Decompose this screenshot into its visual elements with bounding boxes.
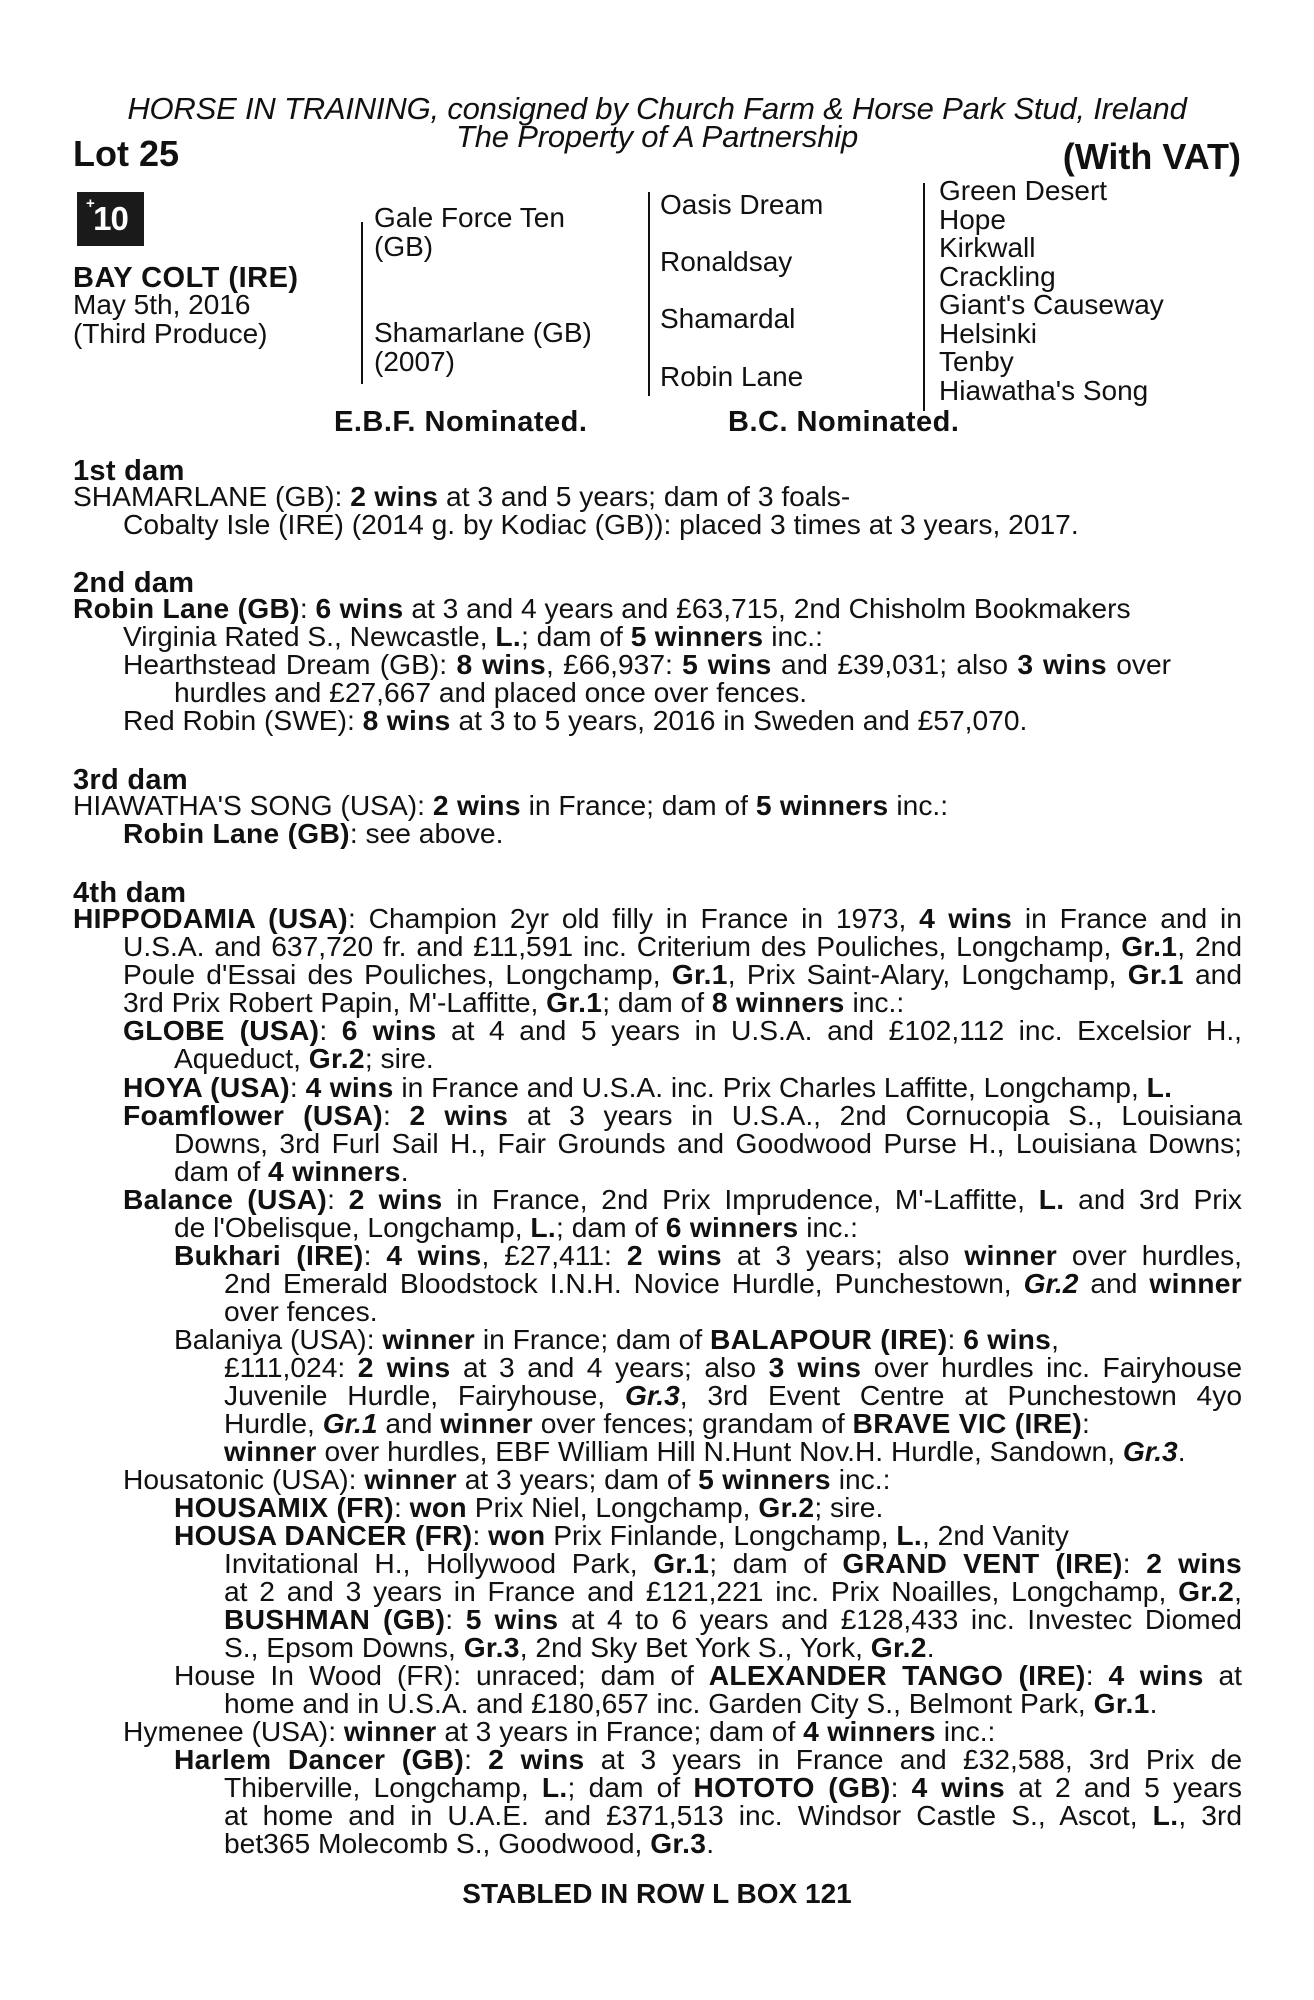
dam-line-text: Hearthstead Dream (GB): — [123, 648, 457, 680]
dam-line-text: Balaniya (USA): — [174, 1323, 383, 1355]
dam-line-text: Red Robin (SWE): — [123, 704, 363, 736]
dam-line-bold: L. — [495, 620, 522, 652]
dam-line-bold: 4 winners — [803, 1715, 936, 1747]
dam-line-text: : — [890, 1771, 912, 1803]
grandsire-4: Robin Lane — [660, 361, 804, 392]
dam-line-text: U.S.A. and 637,720 fr. and £11,591 inc. Criterium des Pouliches, Longchamp, — [123, 930, 1122, 962]
dam-line-bold: 3 wins — [1017, 648, 1107, 680]
dam-line — [123, 706, 1027, 735]
dam-line-text: , 2nd — [1177, 930, 1242, 962]
dam-line-text: dam of — [174, 1155, 269, 1187]
dam-line-bold: winner — [440, 1407, 533, 1439]
dam-line-bold: Gr.1 — [1093, 1687, 1150, 1719]
dam-line-bold: 4 wins — [1108, 1659, 1204, 1691]
dam-line — [224, 1773, 1242, 1802]
dam-line-bold: 5 winners — [630, 620, 764, 652]
dam-line-bold: Gr.2 — [870, 1631, 927, 1663]
dam-line — [224, 1549, 1242, 1578]
dam-line-bold: Gr.2 — [308, 1042, 365, 1074]
dam-line-text: SHAMARLANE (GB): — [73, 480, 351, 512]
dam-line-text: : — [327, 1183, 349, 1215]
gen3-3: Kirkwall — [939, 232, 1036, 263]
sire-country: (GB) — [374, 231, 434, 262]
dam-line-bold: HIPPODAMIA (USA) — [73, 902, 348, 934]
dam-line-bold: GLOBE (USA) — [123, 1014, 320, 1046]
dam-line-text: : — [1082, 1407, 1090, 1439]
dam-line-bold: L. — [541, 1771, 568, 1803]
dam-name: Shamarlane (GB) — [374, 317, 592, 348]
dam-line-bold: 2 wins — [1146, 1547, 1242, 1579]
dam-line-bold: 4 wins — [386, 1239, 482, 1271]
dam-line — [123, 622, 823, 651]
dam-line-text: Aqueduct, — [174, 1042, 309, 1074]
dam-line-text: at home and in U.A.E. and £371,513 inc. Windsor Castle S., Ascot, — [224, 1799, 1153, 1831]
dam-line — [224, 1269, 1242, 1298]
dam-line-bold: 4 wins — [919, 902, 1013, 934]
property-line: The Property of A Partnership — [456, 119, 858, 154]
dam-line-text: in France and U.S.A. inc. Prix Charles Laffitte, Longchamp, — [393, 1071, 1147, 1103]
dam-line-text: Housatonic (USA): — [123, 1463, 365, 1495]
foaling-date: May 5th, 2016 — [73, 289, 251, 320]
dam-line-bold: Gr.1 — [671, 958, 728, 990]
dam-line-text: ; dam of — [567, 1771, 694, 1803]
dam-line-text: Juvenile Hurdle, Fairyhouse, — [224, 1379, 625, 1411]
dam-line — [123, 1073, 1172, 1102]
second-dam-heading: 2nd dam — [73, 567, 195, 599]
dam-line-bold: 5 winners — [755, 789, 889, 821]
dam-line-bold: won — [488, 1519, 546, 1551]
pedigree-line-2 — [648, 192, 650, 396]
dam-line — [174, 1745, 1242, 1774]
dam-line: Cobalty Isle (IRE) (2014 g. by Kodiac (GB)): placed 3 times at 3 years, 2017. — [123, 508, 1079, 540]
dam-line-text: ; sire. — [364, 1042, 434, 1074]
dam-line-text: at 3 and 4 years; also — [450, 1351, 769, 1383]
dam-line-text: £111,024: — [224, 1351, 358, 1383]
dam-line-bold: L. — [896, 1519, 923, 1551]
dam-line — [224, 1353, 1242, 1382]
dam-line-text: . — [400, 1155, 409, 1187]
dam-line — [224, 1437, 1186, 1466]
dam-line-bold: winner — [382, 1323, 475, 1355]
dam-line — [174, 1325, 1059, 1354]
dam-line-bold: 6 winners — [665, 1211, 799, 1243]
sire-name: Gale Force Ten — [374, 202, 565, 233]
dam-line-bold: Gr.2 — [1023, 1267, 1079, 1299]
dam-line-bold: Gr.3 — [650, 1827, 707, 1859]
dam-line-text: : — [289, 1071, 306, 1103]
dam-line-text: over fences. — [224, 1295, 378, 1327]
dam-line-text: inc.: — [935, 1715, 996, 1747]
dam-line-text: : — [472, 1519, 489, 1551]
dam-line-text: , £66,937: — [545, 648, 683, 680]
dam-line-bold: 3 wins — [768, 1351, 862, 1383]
dam-line — [123, 1185, 1242, 1214]
dam-line-bold: Gr.3 — [463, 1631, 520, 1663]
dam-line-text: 3rd Prix Robert Papin, M'-Laffitte, — [123, 986, 547, 1018]
bc-nomination: B.C. Nominated. — [728, 406, 960, 438]
dam-line-text: , Prix Saint-Alary, Longchamp, — [727, 958, 1128, 990]
dam-line-text: over — [1106, 648, 1172, 680]
grandsire-3: Shamardal — [660, 303, 796, 334]
dam-line — [123, 1016, 1242, 1045]
dam-line-text: inc.: — [830, 1463, 891, 1495]
dam-line-text: : Champion 2yr old filly in France in 1973, — [347, 902, 920, 934]
dam-line — [224, 1297, 378, 1326]
dam-line-text: and — [377, 1407, 441, 1439]
dam-line-bold: 2 wins — [626, 1239, 722, 1271]
pedigree-line-3 — [923, 183, 925, 411]
fourth-dam-heading: 4th dam — [73, 877, 187, 909]
dam-line-bold: 5 wins — [465, 1603, 559, 1635]
dam-line — [174, 1493, 883, 1522]
dam-line — [224, 1633, 935, 1662]
dam-line-bold: 2 wins — [357, 1351, 451, 1383]
dam-line — [224, 1577, 1242, 1606]
dam-line-text: : — [947, 1323, 964, 1355]
dam-year: (2007) — [374, 346, 455, 377]
dam-line-bold: 4 winners — [268, 1155, 401, 1187]
dam-line-bold: Gr.1 — [653, 1547, 710, 1579]
dam-line — [174, 1157, 409, 1186]
gen3-6: Helsinki — [939, 318, 1038, 349]
dam-line-text: bet365 Molecomb S., Goodwood, — [224, 1827, 651, 1859]
dam-line — [73, 791, 948, 820]
dam-line-bold: winner — [1149, 1267, 1242, 1299]
dam-line — [73, 594, 1131, 623]
dam-line-bold: 6 wins — [963, 1323, 1052, 1355]
dam-line-bold: winner — [224, 1435, 317, 1467]
dam-line-bold: Gr.1 — [1127, 958, 1184, 990]
dam-line-bold: HOTOTO (GB) — [693, 1771, 891, 1803]
dam-line-bold: Gr.1 — [322, 1407, 378, 1439]
dam-line-bold: Balance (USA) — [123, 1183, 328, 1215]
dam-line-bold: 8 wins — [456, 648, 546, 680]
dam-line — [224, 1409, 1090, 1438]
grandsire-2: Ronaldsay — [660, 246, 793, 277]
dam-line-text: : — [1122, 1547, 1147, 1579]
dam-line-text: : — [1085, 1659, 1109, 1691]
dam-line-bold: 2 wins — [488, 1743, 585, 1775]
dam-line-text: , £27,411: — [481, 1239, 627, 1271]
dam-line-text: : — [464, 1743, 489, 1775]
dam-line-text: at 3 years in France; dam of — [436, 1715, 804, 1747]
dam-line-text: : — [319, 1014, 342, 1046]
gen3-2: Hope — [939, 204, 1006, 235]
consignor-line: HORSE IN TRAINING, consigned by Church Farm & Horse Park Stud, Ireland — [127, 91, 1187, 126]
dam-line-bold: Gr.1 — [546, 986, 603, 1018]
ten-badge-icon — [77, 192, 144, 246]
badge-number: 10 — [93, 200, 128, 237]
dam-line — [174, 1661, 1242, 1690]
dam-line-text: ; dam of — [556, 1211, 666, 1243]
dam-line-text: : — [445, 1603, 466, 1635]
dam-line-text: Prix Finlande, Longchamp, — [545, 1519, 897, 1551]
dam-line — [224, 1689, 1157, 1718]
dam-line — [174, 1241, 1242, 1270]
dam-line-bold: 5 wins — [682, 648, 772, 680]
dam-line-text: 2nd Emerald Bloodstock I.N.H. Novice Hurdle, Punchestown, — [224, 1267, 1024, 1299]
horse-description: BAY COLT (IRE) — [73, 262, 299, 294]
dam-line-text: at 3 years in U.S.A., 2nd Cornucopia S., Louisiana — [508, 1099, 1242, 1131]
dam-line-text: de l'Obelisque, Longchamp, — [174, 1211, 531, 1243]
dam-line — [174, 1213, 858, 1242]
dam-line-text: , 2nd Vanity — [922, 1519, 1069, 1551]
dam-line-bold: Gr.1 — [1121, 930, 1178, 962]
dam-line-bold: L. — [1152, 1799, 1179, 1831]
grandsire-1: Oasis Dream — [660, 189, 824, 220]
dam-line-bold: Robin Lane (GB) — [123, 817, 350, 849]
dam-line — [73, 482, 850, 511]
dam-line-text: Hymenee (USA): — [123, 1715, 344, 1747]
dam-line-text: Thiberville, Longchamp, — [224, 1771, 542, 1803]
ebf-nomination: E.B.F. Nominated. — [334, 406, 588, 438]
dam-line — [224, 1829, 714, 1858]
dam-line-text: inc.: — [844, 986, 905, 1018]
dam-line-text: and — [1078, 1267, 1150, 1299]
dam-line-bold: HOUSA DANCER (FR) — [174, 1519, 473, 1551]
dam-line-text: over hurdles inc. Fairyhouse — [861, 1351, 1242, 1383]
dam-line-text: HIAWATHA'S SONG (USA): — [73, 789, 433, 821]
dam-line — [123, 1465, 890, 1494]
dam-line-bold: L. — [530, 1211, 557, 1243]
dam-line-bold: Gr.3 — [1122, 1435, 1178, 1467]
dam-line — [123, 819, 503, 848]
dam-line-bold: Gr.2 — [758, 1491, 815, 1523]
dam-line-bold: HOYA (USA) — [123, 1071, 290, 1103]
dam-line-text: , 3rd Event Centre at Punchestown 4yo — [679, 1379, 1242, 1411]
dam-line-text: Poule d'Essai des Pouliches, Longchamp, — [123, 958, 672, 990]
stabling-info: STABLED IN ROW L BOX 121 — [462, 1878, 852, 1909]
dam-line — [174, 1129, 1242, 1158]
dam-line-bold: 2 wins — [348, 1183, 443, 1215]
dam-line-text: ; dam of — [709, 1547, 843, 1579]
dam-line-bold: HOUSAMIX (FR) — [174, 1491, 394, 1523]
dam-line-text: and £39,031; also — [771, 648, 1018, 680]
dam-line — [174, 1521, 1069, 1550]
dam-line-text: inc.: — [763, 620, 823, 652]
dam-line-text: Virginia Rated S., Newcastle, — [123, 620, 496, 652]
dam-line — [123, 960, 1242, 989]
dam-line-bold: Gr.3 — [624, 1379, 680, 1411]
dam-line-text: . — [926, 1631, 935, 1663]
dam-line-text: and 3rd Prix — [1064, 1183, 1242, 1215]
dam-line — [224, 1381, 1242, 1410]
gen3-4: Crackling — [939, 261, 1056, 292]
dam-line-bold: 8 wins — [362, 704, 451, 736]
produce-note: (Third Produce) — [73, 318, 268, 349]
dam-line-text: over fences; grandam of — [532, 1407, 853, 1439]
dam-line-bold: won — [409, 1491, 467, 1523]
dam-line-text: : — [382, 1099, 410, 1131]
dam-line-bold: 2 wins — [350, 480, 439, 512]
dam-line-text: Invitational H., Hollywood Park, — [224, 1547, 654, 1579]
dam-line-text: and — [1183, 958, 1242, 990]
dam-line-text: at 3 years; also — [721, 1239, 965, 1271]
dam-line-text: in France and in — [1012, 902, 1242, 934]
dam-line-bold: 5 winners — [698, 1463, 831, 1495]
dam-line-text: . — [1149, 1687, 1158, 1719]
dam-line-text: , 2nd Sky Bet York S., York, — [519, 1631, 871, 1663]
pedigree-line-1 — [361, 222, 363, 384]
dam-line-text: inc.: — [798, 1211, 858, 1243]
dam-line-text: in France, 2nd Prix Imprudence, M'-Laffitte, — [442, 1183, 1039, 1215]
badge-plus: + — [86, 195, 94, 212]
lot-number: Lot 25 — [73, 133, 180, 174]
dam-line-bold: GRAND VENT (IRE) — [842, 1547, 1123, 1579]
dam-line-bold: 4 wins — [305, 1071, 394, 1103]
dam-line-bold: ALEXANDER TANGO (IRE) — [708, 1659, 1086, 1691]
dam-line-text: S., Epsom Downs, — [224, 1631, 464, 1663]
dam-line-text: at 3 to 5 years, 2016 in Sweden and £57,070. — [450, 704, 1028, 736]
dam-line-text: in France; dam of — [520, 789, 756, 821]
dam-line-bold: 2 wins — [432, 789, 521, 821]
dam-line — [123, 932, 1242, 961]
dam-line-text: , — [1051, 1323, 1060, 1355]
dam-line-bold: winner — [343, 1715, 437, 1747]
dam-line-text: ; dam of — [521, 620, 631, 652]
dam-line-bold: Robin Lane (GB) — [73, 592, 300, 624]
dam-line-text: at 4 and 5 years in U.S.A. and £102,112 inc. Excelsior H., — [436, 1014, 1242, 1046]
dam-line-bold: L. — [1146, 1071, 1173, 1103]
dam-line — [73, 904, 1242, 933]
dam-line-text: ; sire. — [814, 1491, 884, 1523]
dam-line-text: . — [706, 1827, 715, 1859]
dam-line-text: at 3 years; dam of — [456, 1463, 699, 1495]
dam-line-bold: 6 wins — [315, 592, 404, 624]
gen3-1: Green Desert — [939, 175, 1108, 206]
dam-line-bold: Harlem Dancer (GB) — [174, 1743, 465, 1775]
dam-line — [123, 988, 904, 1017]
dam-line-bold: Gr.2 — [1178, 1575, 1235, 1607]
dam-line-bold: 8 winners — [711, 986, 845, 1018]
dam-line — [123, 1101, 1242, 1130]
dam-line-text: : — [299, 592, 316, 624]
dam-line-text: at 2 and 3 years in France and £121,221 inc. Prix Noailles, Longchamp, — [224, 1575, 1179, 1607]
dam-line-text: at 4 to 6 years and £128,433 inc. Investec Diomed — [558, 1603, 1242, 1635]
third-dam-heading: 3rd dam — [73, 764, 188, 796]
dam-line-text: at 3 years in France and £32,588, 3rd Prix de — [584, 1743, 1243, 1775]
dam-line-text: ; dam of — [602, 986, 712, 1018]
dam-line — [123, 1717, 995, 1746]
dam-line-bold: BUSHMAN (GB) — [224, 1603, 446, 1635]
dam-line-text: at 2 and 5 years — [1005, 1771, 1242, 1803]
dam-line-text: , — [1234, 1575, 1242, 1607]
dam-line-bold: BRAVE VIC (IRE) — [852, 1407, 1083, 1439]
dam-line-bold: Bukhari (IRE) — [174, 1239, 364, 1271]
dam-line-text: . — [1177, 1435, 1186, 1467]
dam-line-text: , 3rd — [1178, 1799, 1243, 1831]
dam-line-bold: Foamflower (USA) — [123, 1099, 383, 1131]
dam-line-text: : see above. — [349, 817, 504, 849]
dam-line-bold: BALAPOUR (IRE) — [710, 1323, 948, 1355]
dam-line-text: : — [394, 1491, 410, 1523]
dam-line-text: : — [363, 1239, 387, 1271]
dam-line — [123, 650, 1171, 679]
dam-line-bold: 4 wins — [911, 1771, 1005, 1803]
dam-line-text: over hurdles, — [1056, 1239, 1243, 1271]
dam-line-text: Hurdle, — [224, 1407, 323, 1439]
dam-line-text: Downs, 3rd Furl Sail H., Fair Grounds and Goodwood Purse H., Louisiana Downs; — [174, 1127, 1242, 1159]
gen3-5: Giant's Causeway — [939, 289, 1164, 320]
first-dam-heading: 1st dam — [73, 455, 185, 487]
dam-line-text: at 3 and 4 years and £63,715, 2nd Chisholm Bookmakers — [403, 592, 1131, 624]
dam-line-bold: winner — [364, 1463, 457, 1495]
dam-line: hurdles and £27,667 and placed once over fences. — [174, 676, 808, 708]
dam-line — [224, 1605, 1242, 1634]
gen3-7: Tenby — [939, 346, 1014, 377]
dam-line — [224, 1801, 1242, 1830]
gen3-8: Hiawatha's Song — [939, 375, 1149, 406]
dam-line-bold: winner — [964, 1239, 1057, 1271]
vat-label: (With VAT) — [1062, 136, 1241, 177]
dam-line-bold: 6 wins — [341, 1014, 437, 1046]
dam-line-text: at — [1203, 1659, 1242, 1691]
dam-line-text: home and in U.S.A. and £180,657 inc. Garden City S., Belmont Park, — [224, 1687, 1094, 1719]
dam-line-text: inc.: — [888, 789, 949, 821]
dam-line-bold: L. — [1038, 1183, 1065, 1215]
dam-line-bold: 2 wins — [409, 1099, 509, 1131]
dam-line-text: in France; dam of — [475, 1323, 710, 1355]
dam-line-text: Prix Niel, Longchamp, — [466, 1491, 759, 1523]
dam-line — [174, 1044, 434, 1073]
dam-line-text: over hurdles, EBF William Hill N.Hunt Nov.H. Hurdle, Sandown, — [316, 1435, 1123, 1467]
dam-line-text: at 3 and 5 years; dam of 3 foals- — [438, 480, 851, 512]
dam-line-text: House In Wood (FR): unraced; dam of — [174, 1659, 709, 1691]
